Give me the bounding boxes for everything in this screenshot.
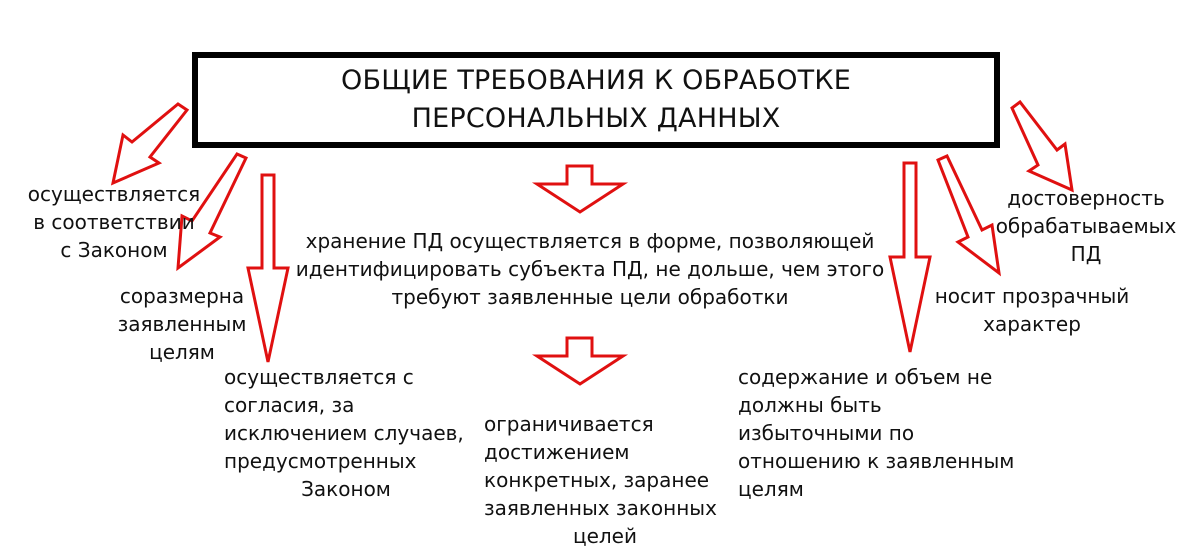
label-transparent: носит прозрачный характер	[934, 284, 1130, 336]
label-reliability: достоверность обрабатываемых ПД	[995, 186, 1177, 266]
label-proportional: соразмерна заявленным целям	[117, 284, 247, 364]
title-box	[192, 52, 1000, 148]
label-content: содержание и объем не должны быть избыточными по отношению к заявленным целям	[738, 365, 1015, 501]
arrow-to-limited	[537, 338, 623, 384]
label-storage: хранение ПД осуществляется в форме, позволяющей идентифицировать субъекта ПД, не дольше, чем этого требуют заявленные цели обработки	[295, 229, 885, 309]
label-consent: осуществляется с согласия, за исключением случаев, предусмотренных Законом	[224, 365, 464, 501]
title-line-2: ПЕРСОНАЛЬНЫХ ДАННЫХ	[411, 103, 781, 134]
label-law: осуществляется в соответствии с Законом	[27, 182, 201, 262]
arrow-to-storage	[537, 166, 623, 212]
arrow-to-law	[113, 104, 187, 183]
arrow-to-reliability	[1012, 102, 1072, 190]
label-limited: ограничивается достижением конкретных, заранее заявленных законных целей	[484, 412, 717, 548]
title-line-1: ОБЩИЕ ТРЕБОВАНИЯ К ОБРАБОТКЕ	[341, 65, 851, 96]
